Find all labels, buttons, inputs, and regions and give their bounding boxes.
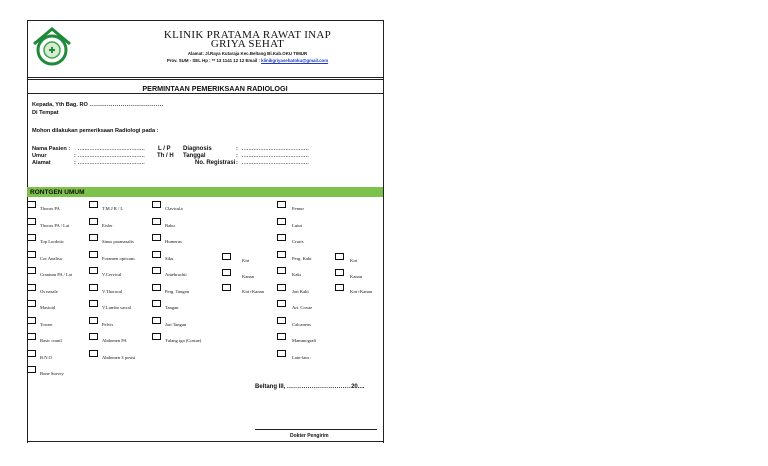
- title-rule: [27, 93, 383, 94]
- col3-label: Antebrachii: [165, 272, 187, 277]
- recipient-dots[interactable]: ......................................: [89, 102, 164, 108]
- col5-checkbox[interactable]: [277, 218, 286, 225]
- col1-checkbox[interactable]: [27, 350, 36, 357]
- nama-label: Nama Pasien :: [32, 146, 71, 152]
- col2-checkbox[interactable]: [89, 350, 98, 357]
- col2-checkbox[interactable]: [89, 317, 98, 324]
- col5-label: Femur: [292, 206, 304, 211]
- col2-label: V.Lumbo sacral: [102, 305, 132, 310]
- col5-checkbox[interactable]: [277, 251, 286, 258]
- signature-label: Dokter Pengirim: [290, 433, 329, 439]
- col2-checkbox[interactable]: [89, 234, 98, 241]
- col6-checkbox[interactable]: [335, 284, 344, 291]
- signature-line: [255, 429, 377, 430]
- clinic-email[interactable]: klinikgriyasehatoku@gmail.com: [261, 58, 329, 63]
- col2-label: Pelvis: [102, 321, 114, 327]
- header-rule: [27, 77, 383, 78]
- col6-label: Kanan: [350, 273, 362, 279]
- col1-checkbox[interactable]: [27, 218, 36, 225]
- col2-label: Abdomen 3 posisi: [102, 354, 136, 360]
- col1-label: B.N.O: [40, 354, 52, 360]
- col5-checkbox[interactable]: [277, 284, 286, 291]
- col1-label: Top Lordotic: [40, 239, 65, 244]
- diagnosis-colon: :: [236, 146, 238, 152]
- col1-label: Mastoid: [40, 305, 56, 310]
- col2-checkbox[interactable]: [89, 218, 98, 225]
- col1-checkbox[interactable]: [27, 234, 36, 241]
- recipient-line: [32, 102, 164, 108]
- col5-label: Perg. Kaki: [292, 255, 312, 261]
- col5-label: Art. Coxae: [292, 305, 313, 310]
- col5-label: Calcaneus: [292, 321, 311, 327]
- col2-label: Eisler: [102, 222, 113, 228]
- col1-checkbox[interactable]: [27, 333, 36, 340]
- place-line: Di Tempat: [32, 110, 59, 116]
- col3-checkbox[interactable]: [152, 234, 161, 241]
- col4-checkbox[interactable]: [222, 269, 231, 276]
- th-label: Th / H: [157, 153, 174, 159]
- diagnosis-input[interactable]: ........................................: [242, 146, 310, 151]
- col1-checkbox[interactable]: [27, 284, 36, 291]
- col1-label: Thorax PA: [40, 206, 60, 211]
- col1-label: Os nasale: [40, 288, 58, 294]
- col3-checkbox[interactable]: [152, 317, 161, 324]
- col1-checkbox[interactable]: [27, 317, 36, 324]
- col4-checkbox[interactable]: [222, 253, 231, 260]
- col5-checkbox[interactable]: [277, 201, 286, 208]
- tanggal-input[interactable]: ........................................: [242, 153, 310, 158]
- col1-label: Basic cranil: [40, 338, 62, 343]
- request-line: Mohon dilakukan pemeriksaan Radiologi pada :: [32, 128, 159, 134]
- registrasi-input[interactable]: ........................................: [242, 160, 310, 165]
- col2-checkbox[interactable]: [89, 284, 98, 291]
- col1-label: Thorax PA / Lat: [40, 222, 70, 228]
- col3-checkbox[interactable]: [152, 300, 161, 307]
- section-label: RONTGEN UMUM: [30, 188, 85, 196]
- alamat-input[interactable]: ........................................: [78, 160, 146, 165]
- col1-checkbox[interactable]: [27, 300, 36, 307]
- nama-input[interactable]: ........................................: [78, 146, 146, 151]
- clinic-logo: [30, 24, 74, 68]
- col1-checkbox[interactable]: [27, 201, 36, 208]
- col3-label: Perg. Tangan: [165, 288, 190, 294]
- col5-checkbox[interactable]: [277, 300, 286, 307]
- col4-checkbox[interactable]: [222, 284, 231, 291]
- col3-label: Humerus: [165, 239, 182, 244]
- col3-label: Bahu: [165, 222, 175, 228]
- col5-checkbox[interactable]: [277, 333, 286, 340]
- col5-label: Mammografi: [292, 338, 317, 343]
- col5-label: Lain-lain :: [292, 354, 312, 360]
- year-label: 20....: [351, 384, 365, 390]
- clinic-subname: GRIYA SEHAT: [210, 38, 285, 50]
- clinic-contact: [130, 58, 365, 63]
- date-dots[interactable]: ...............................: [287, 384, 352, 390]
- place-label: Beltang III,: [255, 384, 286, 390]
- place-date: [255, 384, 364, 390]
- col5-label: Lutut: [292, 222, 302, 228]
- recipient-label: Kepada, Yth Bag. RO: [32, 102, 88, 108]
- section-band: [27, 187, 383, 197]
- col4-label: Kanan: [242, 273, 254, 279]
- umur-input[interactable]: ........................................: [78, 153, 146, 158]
- col1-checkbox[interactable]: [27, 366, 36, 373]
- tanggal-label: Tanggal: [183, 153, 206, 159]
- col3-checkbox[interactable]: [152, 333, 161, 340]
- alamat-label: Alamat: [32, 160, 51, 166]
- col5-label: Jari Kaki: [292, 288, 309, 294]
- col2-checkbox[interactable]: [89, 251, 98, 258]
- registrasi-colon: :: [236, 160, 238, 166]
- col3-label: Clavicula: [165, 206, 183, 211]
- col2-label: Abdomen PA: [102, 338, 127, 343]
- col2-checkbox[interactable]: [89, 267, 98, 274]
- col5-checkbox[interactable]: [277, 267, 286, 274]
- col3-label: Tulang iga (Costae): [165, 338, 202, 343]
- col3-checkbox[interactable]: [152, 251, 161, 258]
- col2-label: Sinus paranasalis: [102, 239, 134, 244]
- col1-label: Cor Analisa: [40, 255, 62, 261]
- col2-label: Foramen opticum: [102, 255, 135, 261]
- page-bottom-edge: [27, 441, 384, 442]
- col2-label: V.Cervical: [102, 272, 122, 277]
- col2-label: V.Thoracal: [102, 288, 123, 294]
- col3-label: Tangan: [165, 305, 179, 310]
- registrasi-label: No. Registrasi: [195, 160, 236, 166]
- col1-checkbox[interactable]: [27, 267, 36, 274]
- col4-label: Kiri: [242, 258, 250, 263]
- lp-label: L / P: [158, 146, 171, 152]
- col3-checkbox[interactable]: [152, 267, 161, 274]
- col1-checkbox[interactable]: [27, 251, 36, 258]
- col4-label: Kiri+Kanan: [242, 289, 264, 294]
- alamat-colon: :: [74, 160, 76, 166]
- col5-label: Kaki: [292, 272, 301, 277]
- col2-checkbox[interactable]: [89, 300, 98, 307]
- col1-label: Cranium PA / Lat: [40, 272, 73, 277]
- col5-checkbox[interactable]: [277, 234, 286, 241]
- col1-label: Towne: [40, 321, 53, 327]
- col3-checkbox[interactable]: [152, 284, 161, 291]
- col6-label: Kiri: [350, 258, 358, 263]
- col6-checkbox[interactable]: [335, 253, 344, 260]
- col5-checkbox[interactable]: [277, 317, 286, 324]
- umur-colon: :: [74, 153, 76, 159]
- tanggal-colon: :: [236, 153, 238, 159]
- col3-checkbox[interactable]: [152, 218, 161, 225]
- col1-label: Bone Survey: [40, 371, 64, 376]
- contact-prefix: Prov. SUM - SEL Hp : ** 13 1141 12 12 Email :: [166, 58, 260, 63]
- col2-label: T.M.J R / L: [102, 206, 124, 211]
- diagnosis-label: Diagnosis: [183, 146, 212, 152]
- col2-checkbox[interactable]: [89, 333, 98, 340]
- col6-checkbox[interactable]: [335, 269, 344, 276]
- header-rule-double: [27, 79, 383, 80]
- col5-label: Cruris: [292, 239, 304, 244]
- col3-label: Siku: [165, 255, 174, 261]
- col6-label: Kiri+Kanan: [350, 289, 372, 294]
- col5-checkbox[interactable]: [277, 350, 286, 357]
- col3-label: Jari Tangan: [165, 321, 187, 327]
- umur-label: Umur: [32, 153, 47, 159]
- col3-checkbox[interactable]: [152, 201, 161, 208]
- clinic-name: KLINIK PRATAMA RAWAT INAP: [163, 29, 332, 41]
- col2-checkbox[interactable]: [89, 201, 98, 208]
- form-title: PERMINTAAN PEMERIKSAAN RADIOLOGI: [142, 84, 288, 93]
- clinic-address: Alamat: Jl.Raya Kutaraja Kec.Beltang Bl.Kab.OKU TIMUR: [187, 51, 308, 56]
